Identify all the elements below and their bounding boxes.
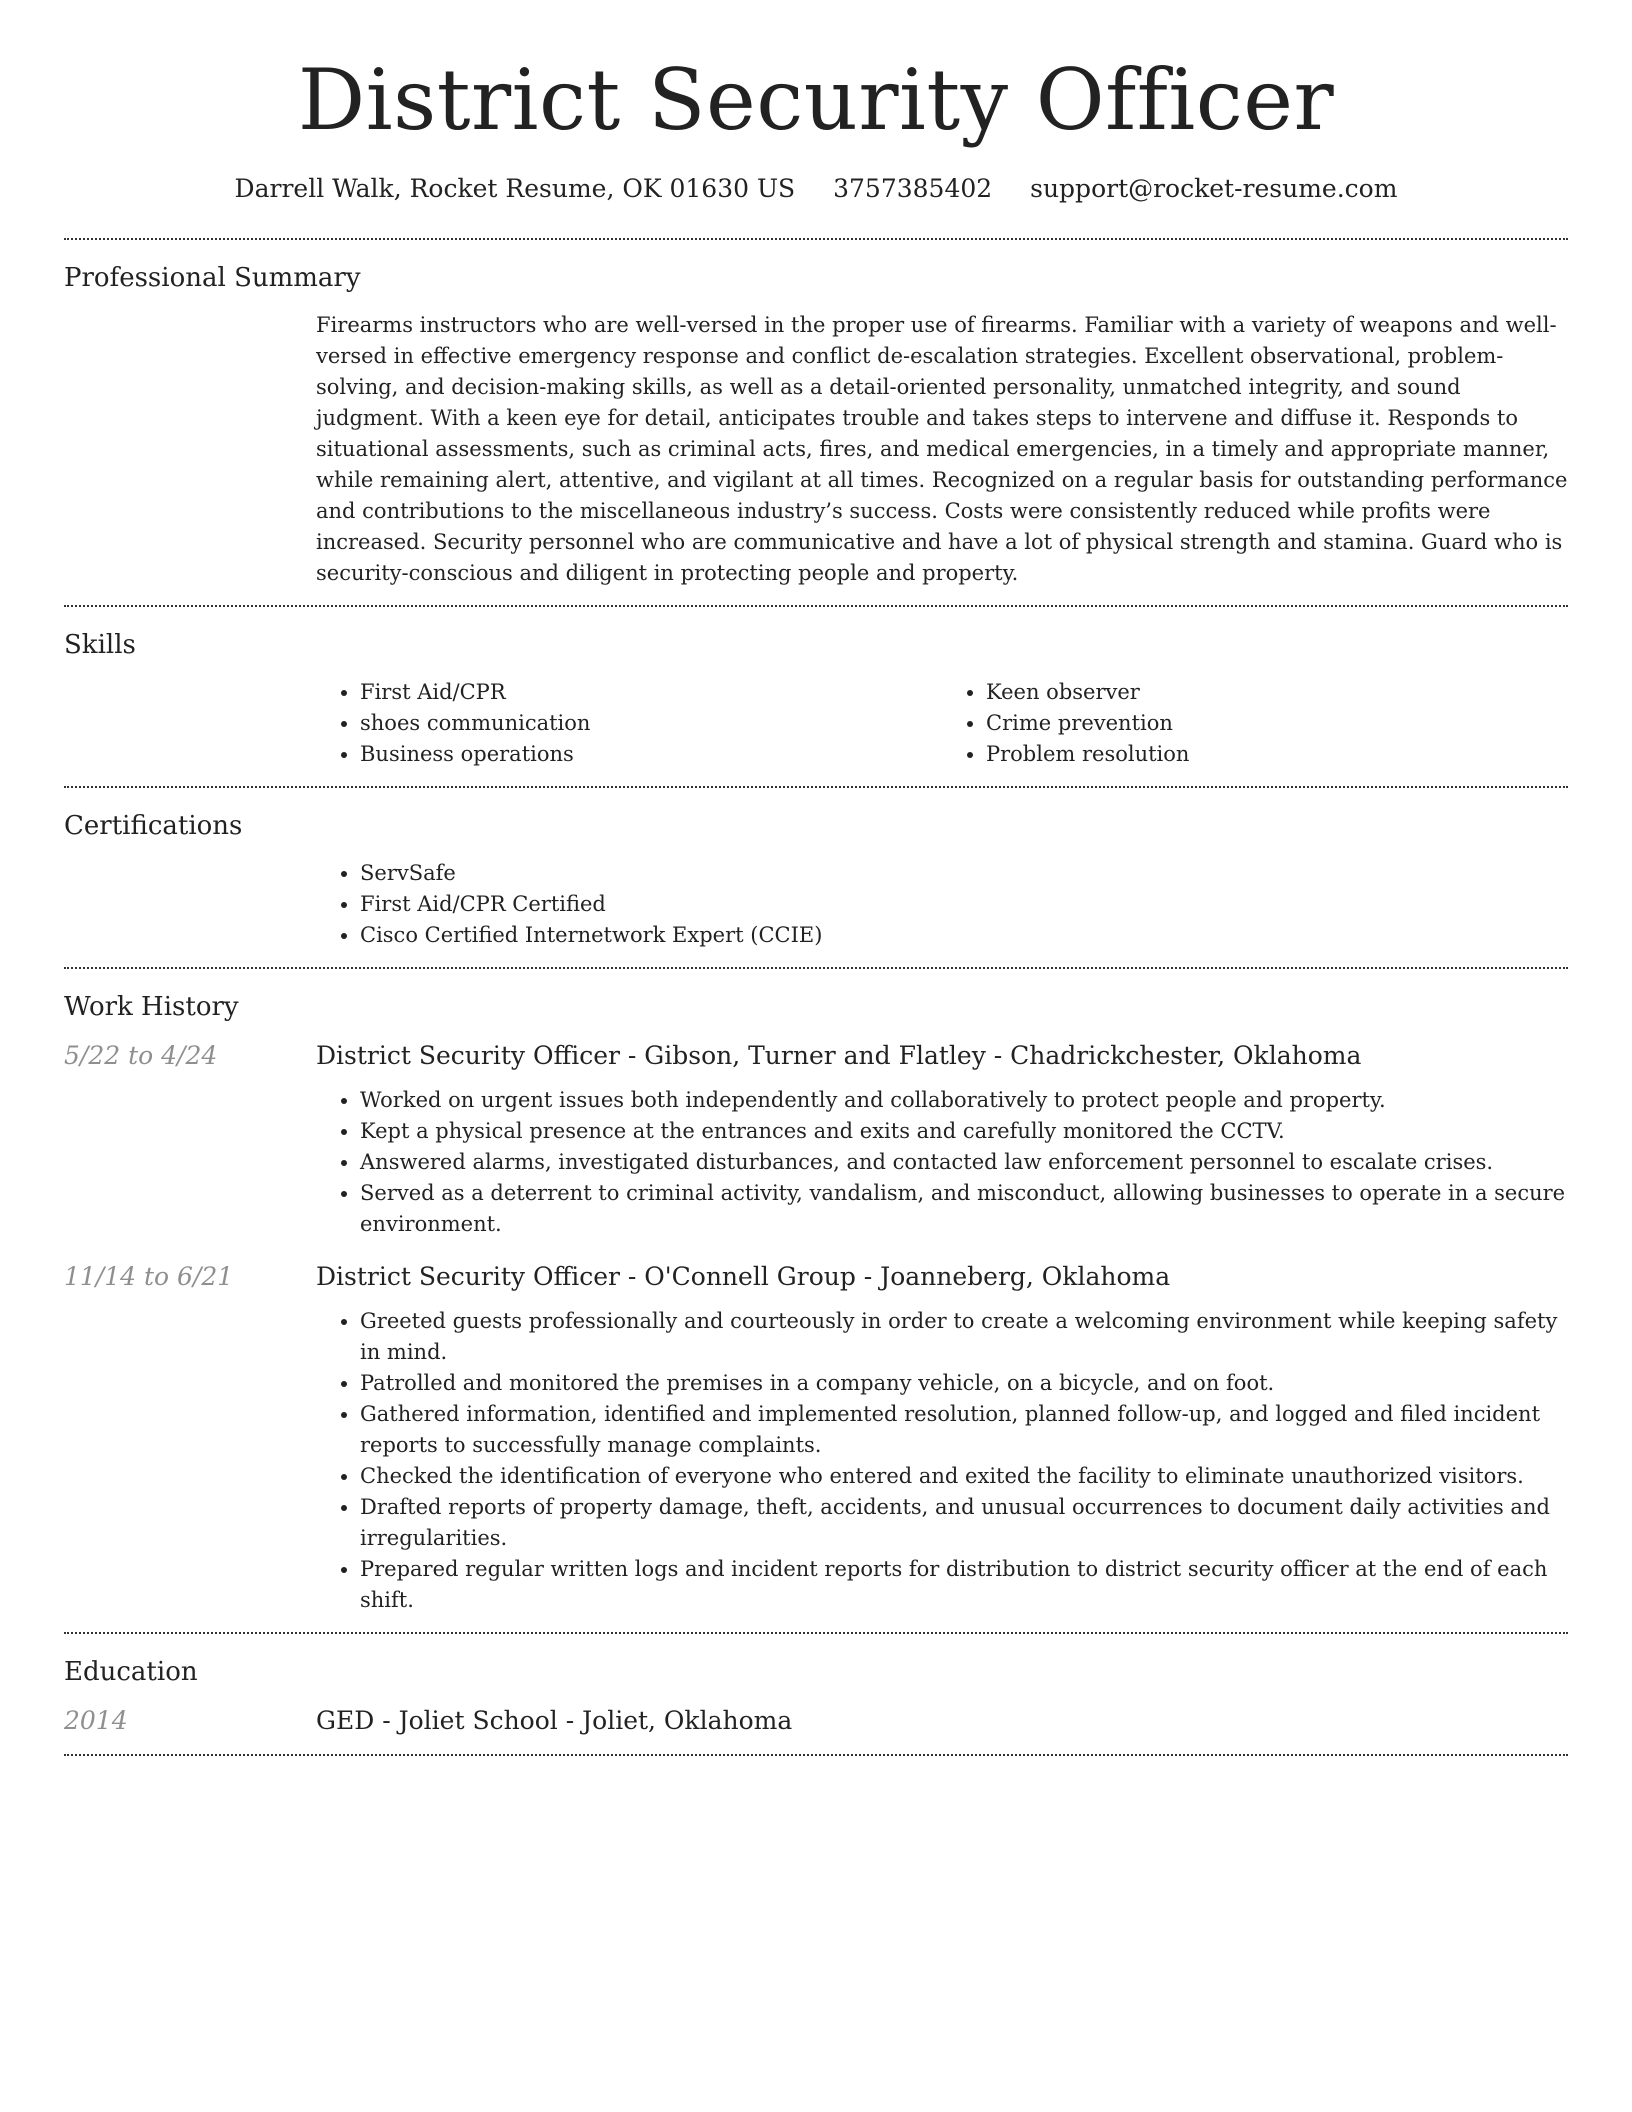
job-bullet: • Kept a physical presence at the entrances and exits and carefully monitored the CCTV. bbox=[360, 1116, 1568, 1147]
skill-item: • shoes communication bbox=[360, 708, 942, 739]
job-entry bbox=[64, 1039, 1568, 1240]
education-title: GED - Joliet School - Joliet, Oklahoma bbox=[316, 1706, 793, 1735]
certification-item: • First Aid/CPR Certified bbox=[360, 889, 1568, 920]
job-bullet: • Patrolled and monitored the premises in a company vehicle, on a bicycle, and on foot. bbox=[360, 1368, 1568, 1399]
skill-item: • Problem resolution bbox=[986, 739, 1568, 770]
job-bullet: • Greeted guests professionally and courteously in order to create a welcoming environment while keeping safety in mind. bbox=[360, 1306, 1568, 1368]
skill-item: • Crime prevention bbox=[986, 708, 1568, 739]
skills-list-right bbox=[942, 677, 1568, 770]
divider bbox=[64, 1754, 1568, 1756]
contact-address: Darrell Walk, Rocket Resume, OK 01630 US bbox=[234, 174, 796, 203]
skills-heading: Skills bbox=[64, 630, 136, 660]
job-bullet: • Worked on urgent issues both independently and collaboratively to protect people and property. bbox=[360, 1085, 1568, 1116]
certifications-section bbox=[64, 788, 1568, 967]
work-history-section bbox=[64, 969, 1568, 1632]
job-bullet: • Served as a deterrent to criminal activity, vandalism, and misconduct, allowing businesses to operate in a secure environment. bbox=[360, 1178, 1568, 1240]
education-entry bbox=[64, 1704, 1568, 1738]
job-title: District Security Officer - Gibson, Turner and Flatley - Chadrickchester, Oklahoma bbox=[316, 1041, 1362, 1070]
certifications-heading: Certifications bbox=[64, 811, 243, 841]
work-history-heading: Work History bbox=[64, 992, 239, 1022]
skills-section bbox=[64, 607, 1568, 786]
education-year: 2014 bbox=[64, 1706, 128, 1735]
contact-phone: 3757385402 bbox=[833, 174, 993, 203]
job-bullets bbox=[316, 1306, 1568, 1616]
job-bullet: • Checked the identification of everyone who entered and exited the facility to eliminate unauthorized visitors. bbox=[360, 1461, 1568, 1492]
job-dates: 5/22 to 4/24 bbox=[64, 1041, 218, 1070]
job-entry bbox=[64, 1260, 1568, 1616]
job-title: District Security Officer - O'Connell Group - Joanneberg, Oklahoma bbox=[316, 1262, 1171, 1291]
skill-item: • Business operations bbox=[360, 739, 942, 770]
skill-item: • First Aid/CPR bbox=[360, 677, 942, 708]
certifications-list bbox=[316, 858, 1568, 951]
education-heading: Education bbox=[64, 1657, 198, 1687]
job-dates: 11/14 to 6/21 bbox=[64, 1262, 234, 1291]
summary-text: Firearms instructors who are well-versed in the proper use of firearms. Familiar with a variety of weapons and well-versed in effective emergency response and conflict de-escalation strategies. Excellent observational, problem-solving, and decision-making skills, as well as a detail-oriented personality, unmatched integrity, and sound judgment. With a keen eye for detail, anticipates trouble and takes steps to intervene and diffuse it. Responds to situational assessments, such as criminal acts, fires, and medical emergencies, in a timely and appropriate manner, while remaining alert, attentive, and vigilant at all times. Recognized on a regular basis for outstanding performance and contributions to the miscellaneous industry’s success. Costs were consistently reduced while profits were increased. Security personnel who are communicative and have a lot of physical strength and stamina. Guard who is security-conscious and diligent in protecting people and property. bbox=[316, 313, 1568, 585]
certification-item: • ServSafe bbox=[360, 858, 1568, 889]
page-title: District Security Officer bbox=[297, 51, 1335, 149]
resume-header bbox=[64, 0, 1568, 206]
skill-item: • Keen observer bbox=[986, 677, 1568, 708]
skills-list-left bbox=[316, 677, 942, 770]
summary-section bbox=[64, 240, 1568, 605]
job-bullet: • Gathered information, identified and implemented resolution, planned follow-up, and logged and filed incident reports to successfully manage complaints. bbox=[360, 1399, 1568, 1461]
job-bullet: • Prepared regular written logs and incident reports for distribution to district security officer at the end of each shift. bbox=[360, 1554, 1568, 1616]
contact-email: support@rocket-resume.com bbox=[1030, 174, 1398, 203]
education-section bbox=[64, 1634, 1568, 1754]
job-bullet: • Drafted reports of property damage, theft, accidents, and unusual occurrences to document daily activities and irregularities. bbox=[360, 1492, 1568, 1554]
certification-item: • Cisco Certified Internetwork Expert (CCIE) bbox=[360, 920, 1568, 951]
job-bullets bbox=[316, 1085, 1568, 1240]
contact-line bbox=[64, 172, 1568, 206]
job-bullet: • Answered alarms, investigated disturbances, and contacted law enforcement personnel to escalate crises. bbox=[360, 1147, 1568, 1178]
summary-heading: Professional Summary bbox=[64, 263, 361, 293]
